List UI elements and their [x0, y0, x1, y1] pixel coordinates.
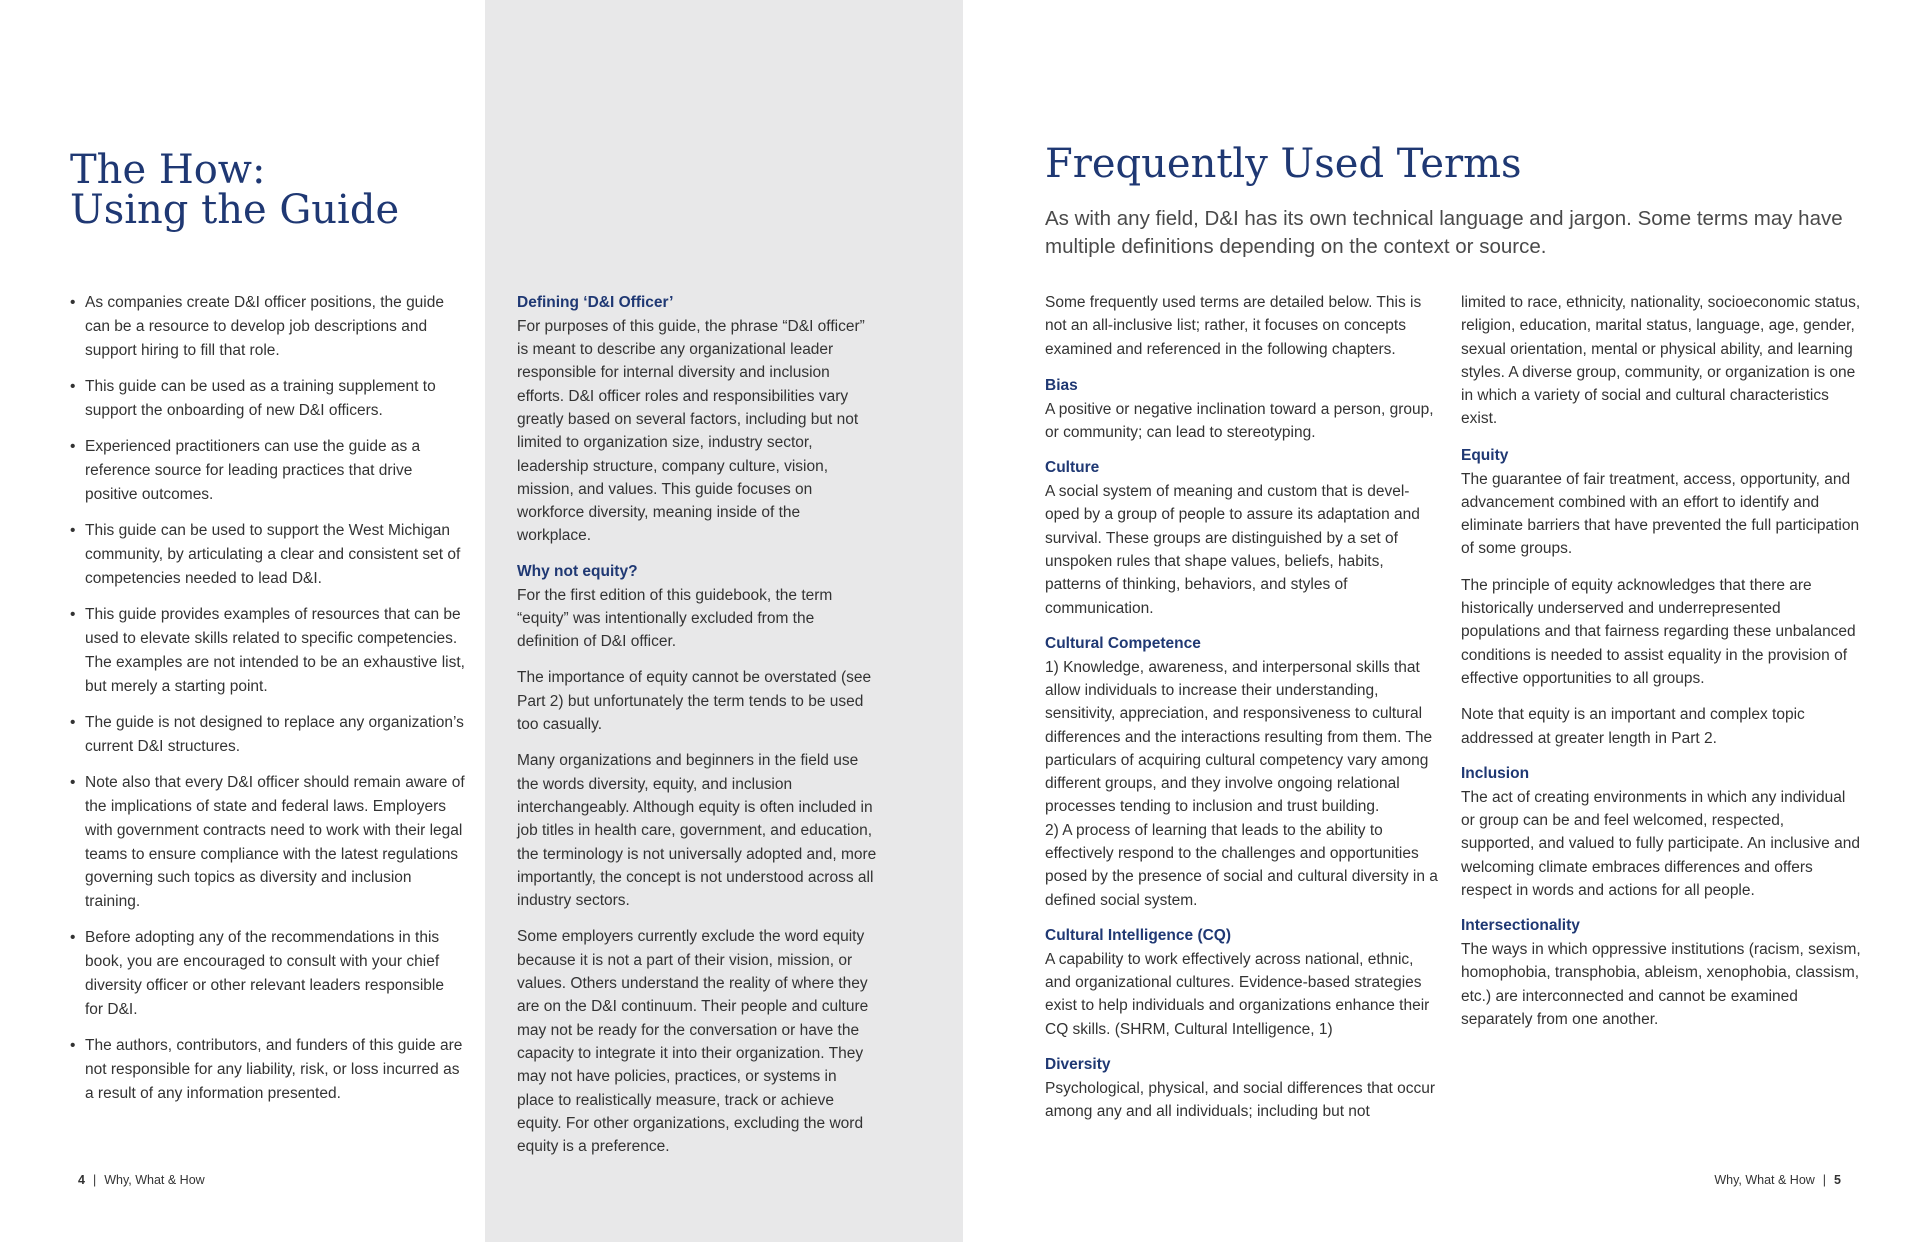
- defining-body: For purposes of this guide, the phrase “D&I officer” is meant to describe any organizational leader responsible for internal diversity and inclusion efforts. D&I officer roles and responsibilities vary greatly based on several factors, including but not limited to organization size, industry sector, leadership structure, company culture, vision, mission, and values. This guide focuses on workforce diversity, meaning inside of the workplace.: [517, 317, 865, 545]
- term-bias: [1045, 374, 1440, 444]
- list-item: [70, 771, 465, 914]
- term-definition: The guarantee of fair treatment, access, opportunity, and advancement combined with an effort to identify and eliminate barriers that have prevented the full participation of some groups.: [1461, 470, 1860, 558]
- list-item-text: This guide can be used to support the West Michigan community, by articulating a clear and consistent set of competencies needed to lead D&I.: [85, 522, 461, 587]
- footer-separator: |: [1822, 1173, 1827, 1187]
- title-line-2: Using the Guide: [70, 187, 400, 233]
- term-heading: Culture: [1045, 459, 1100, 477]
- list-item: [70, 926, 465, 1021]
- bullet-icon: •: [70, 522, 76, 540]
- term-definition: 2) A process of learning that leads to the ability to effectively respond to the challenges and opportunities posed by the presence of social and cultural diversity in a defined social system.: [1045, 821, 1438, 909]
- page-title-how: [70, 147, 470, 233]
- equity-paragraph: Some employers currently exclude the word equity because it is not a part of their vision, mission, or values. Others understand the reality of where they are on the D&I continuum. Their people and culture may not be ready for the conversation or have the capacity to integrate it into their organization. They may not have policies, practices, or systems in place to realistically measure, track or achieve equity. For other organizations, excluding the word equity is a preference.: [517, 928, 869, 1156]
- sidebar-column: [517, 291, 877, 1171]
- footer-left: [78, 1173, 205, 1187]
- footer-separator: |: [92, 1173, 97, 1187]
- bullet-icon: •: [70, 713, 76, 731]
- list-item-text: The authors, contributors, and funders of this guide are not responsible for any liability, risk, or loss incurred as a result of any information presented.: [85, 1037, 463, 1102]
- term-definition: Psychological, physical, and social differences that occur among any and all individuals; including but not: [1045, 1079, 1436, 1120]
- list-item: [70, 519, 465, 590]
- page-number: 5: [1834, 1173, 1841, 1187]
- term-heading: Bias: [1045, 376, 1078, 394]
- list-item-text: This guide provides examples of resources that can be used to elevate skills related to specific competencies. The examples are not intended to be an exhaustive list, but merely a starting point.: [85, 606, 465, 695]
- bullet-icon: •: [70, 438, 76, 456]
- usage-bullet-list: [70, 291, 465, 1118]
- term-definition: The act of creating environments in which any individual or group can be and feel welcomed, respected, supported, and valued to fully participate. An inclusive and welcoming climate embraces differences and offers respect in words and actions for all people.: [1461, 788, 1860, 899]
- term-heading: Cultural Competence: [1045, 634, 1201, 652]
- list-item-text: Experienced practitioners can use the guide as a reference source for leading practices that drive positive outcomes.: [85, 438, 421, 503]
- term-definition: 1) Knowledge, awareness, and interpersonal skills that allow individuals to increase their understanding, sensitivity, appreciation, and responsiveness to cultural differences and the interactions resulting from them. The particulars of acquiring cultural competency vary among different groups, and they involve ongoing relational processes tending to inclusion and trust building.: [1045, 658, 1433, 816]
- term-definition: A social system of meaning and custom that is devel-oped by a group of people to assure its adaptation and survival. These groups are distinguished by a set of unspoken rules that shape values, beliefs, habits, patterns of thinking, behaviors, and styles of communication.: [1045, 483, 1420, 617]
- term-definition-continued: limited to race, ethnicity, nationality, socioeconomic status, religion, education, marital status, language, age, gender, sexual orientation, mental or physical ability, and learning styles. A diverse group, community, or organization is one in which a variety of social and cultural characteristics exist.: [1461, 294, 1861, 428]
- bullet-icon: •: [70, 377, 76, 395]
- bullet-icon: •: [70, 1037, 76, 1055]
- bullet-icon: •: [70, 774, 76, 792]
- term-heading: Equity: [1461, 446, 1509, 464]
- term-definition: A capability to work effectively across national, ethnic, and organizational cultures. Evidence-based strategies exist to help individuals and organizations enhance their CQ skills. (SHRM, Cultural Intelligence, 1): [1045, 950, 1430, 1038]
- defining-heading: Defining ‘D&I Officer’: [517, 294, 674, 311]
- list-item: [70, 603, 465, 698]
- title-line-1: The How:: [70, 147, 266, 193]
- page-title-terms: Frequently Used Terms: [1045, 141, 1522, 187]
- term-culture: [1045, 456, 1440, 620]
- page-number: 4: [78, 1173, 85, 1187]
- term-heading: Intersectionality: [1461, 917, 1580, 935]
- term-equity: [1461, 444, 1861, 750]
- term-cultural-competence: [1045, 632, 1440, 912]
- defining-section: [517, 291, 877, 548]
- list-item: [70, 1034, 465, 1105]
- term-definition: A positive or negative inclination toward a person, group, or community; can lead to stereotyping.: [1045, 400, 1434, 441]
- footer-section: Why, What & How: [104, 1173, 205, 1187]
- term-inclusion: [1461, 762, 1861, 902]
- equity-paragraph: For the first edition of this guidebook, the term “equity” was intentionally excluded from the definition of D&I officer.: [517, 586, 833, 651]
- bullet-icon: •: [70, 294, 76, 311]
- terms-intro: Some frequently used terms are detailed below. This is not an all-inclusive list; rather, it focuses on concepts examined and referenced in the following chapters.: [1045, 294, 1422, 358]
- term-diversity: [1045, 1053, 1440, 1123]
- footer-right: [1714, 1173, 1841, 1187]
- list-item-text: Note also that every D&I officer should remain aware of the implications of state and federal laws. Employers with government contracts need to work with their legal teams to ensure compliance with the latest regulations governing such topics as diversity and inclusion training.: [85, 774, 465, 911]
- bullet-icon: •: [70, 929, 76, 947]
- list-item: [70, 375, 465, 423]
- terms-column-2: [1461, 291, 1861, 1043]
- page-subtitle: As with any field, D&I has its own technical language and jargon. Some terms may have multiple definitions depending on the context or source.: [1045, 207, 1843, 258]
- term-heading: Diversity: [1045, 1055, 1111, 1073]
- equity-paragraph: The importance of equity cannot be overstated (see Part 2) but unfortunately the term tends to be used too casually.: [517, 669, 872, 734]
- list-item-text: The guide is not designed to replace any organization’s current D&I structures.: [85, 713, 464, 755]
- terms-column-1: [1045, 291, 1440, 1135]
- equity-question-heading: Why not equity?: [517, 562, 638, 580]
- list-item-text: This guide can be used as a training supplement to support the onboarding of new D&I officers.: [85, 377, 436, 419]
- term-definition: The ways in which oppressive institutions (racism, sexism, homophobia, transphobia, ableism, xenophobia, classism, etc.) are interconnected and cannot be examined separately from one another.: [1461, 940, 1861, 1028]
- equity-paragraph: Many organizations and beginners in the field use the words diversity, equity, and inclusion interchangeably. Although equity is often included in job titles in health care, government, and education, the terminology is not universally adopted and, more importantly, the concept is not understood across all industry sectors.: [517, 752, 877, 910]
- term-heading: Cultural Intelligence (CQ): [1045, 926, 1232, 944]
- list-item: [70, 435, 465, 506]
- list-item-text: As companies create D&I officer positions, the guide can be a resource to develop job descriptions and support hiring to fill that role.: [85, 294, 444, 359]
- list-item: [70, 711, 465, 759]
- term-cultural-intelligence: [1045, 924, 1440, 1041]
- term-definition: Note that equity is an important and complex topic addressed at greater length in Part 2.: [1461, 706, 1805, 747]
- term-intersectionality: [1461, 914, 1861, 1031]
- list-item: [70, 291, 465, 362]
- list-item-text: Before adopting any of the recommendations in this book, you are encouraged to consult with your chief diversity officer or other relevant leaders responsible for D&I.: [85, 929, 444, 1018]
- term-heading: Inclusion: [1461, 764, 1530, 782]
- footer-section: Why, What & How: [1714, 1173, 1815, 1187]
- bullet-icon: •: [70, 606, 76, 624]
- term-definition: The principle of equity acknowledges that there are historically underserved and underrepresented populations and that fairness regarding these unbalanced conditions is needed to assist equality in the provision of effective opportunities to all groups.: [1461, 576, 1856, 687]
